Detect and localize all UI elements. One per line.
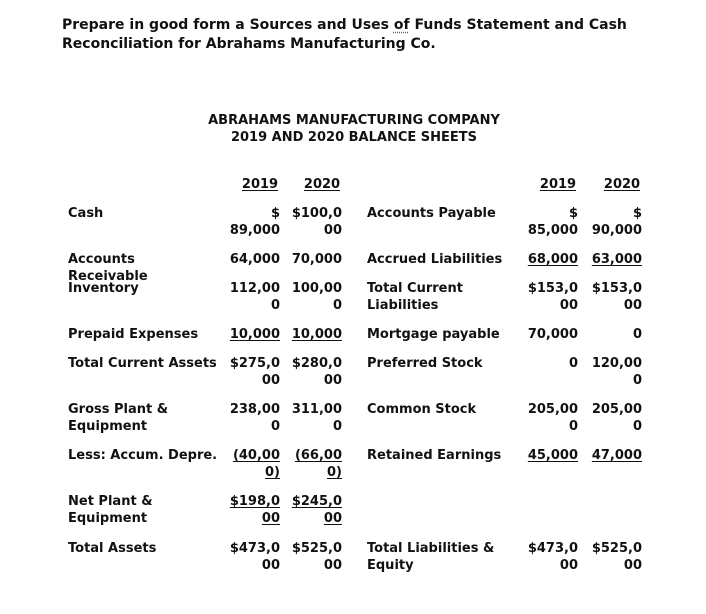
prompt-spellcheck-word: of	[393, 17, 410, 33]
liability-label-common-stock: Common Stock	[367, 402, 477, 417]
prompt-line1-end: Funds Statement and Cash	[409, 17, 627, 33]
asset-ar-2019: 64,000	[229, 252, 280, 267]
liability-mortgage-2019: 70,000	[527, 327, 578, 342]
asset-cash-2020: $100,0 00	[291, 206, 342, 238]
asset-prepaid-2019: 10,000	[229, 327, 280, 342]
asset-inventory-2020: 100,00 0	[291, 281, 342, 313]
liability-accrued-2019: 68,000	[527, 252, 578, 267]
liabilities-year-2020-header: 2020	[603, 177, 641, 192]
asset-label-prepaid-expenses: Prepaid Expenses	[68, 327, 199, 342]
liability-common-2019: 205,00 0	[527, 402, 578, 434]
asset-accum-depre-2020: (66,00 0)	[294, 448, 342, 480]
liability-retained-2019: 45,000	[527, 448, 578, 463]
liability-common-2020: 205,00 0	[591, 402, 642, 434]
liability-label-mortgage: Mortgage payable	[367, 327, 500, 342]
liability-tcl-2020: $153,0 00	[591, 281, 642, 313]
liability-retained-2020: 47,000	[591, 448, 642, 463]
assets-year-2020-header: 2020	[303, 177, 341, 192]
liability-ap-2019: $ 85,000	[527, 206, 578, 238]
company-name: ABRAHAMS MANUFACTURING COMPANY	[208, 113, 500, 128]
asset-label-accounts-receivable: Accounts Receivable	[68, 252, 148, 284]
asset-net-plant-2019: $198,0 00	[229, 494, 280, 526]
asset-prepaid-2020: 10,000	[291, 327, 342, 342]
asset-label-total-current-assets: Total Current Assets	[68, 356, 217, 371]
balance-sheet-heading	[190, 112, 518, 146]
asset-label-accum-depre: Less: Accum. Depre.	[68, 448, 218, 463]
liability-label-total-current: Total Current Liabilities	[367, 281, 463, 313]
liability-tcl-2019: $153,0 00	[527, 281, 578, 313]
asset-total-2020: $525,0 00	[291, 541, 342, 573]
asset-inventory-2019: 112,00 0	[229, 281, 280, 313]
liability-preferred-2019: 0	[568, 356, 578, 371]
prompt-line2: Reconciliation for Abrahams Manufacturing Co.	[62, 36, 436, 52]
asset-cash-2019: $ 89,000	[229, 206, 280, 238]
asset-label-total-assets: Total Assets	[68, 541, 157, 556]
asset-label-inventory: Inventory	[68, 281, 139, 296]
problem-prompt	[62, 16, 662, 54]
assets-year-2019-header: 2019	[241, 177, 279, 192]
prompt-line1-start: Prepare in good form a Sources and Uses	[62, 17, 394, 33]
liability-total-2020: $525,0 00	[591, 541, 642, 573]
liability-label-preferred-stock: Preferred Stock	[367, 356, 483, 371]
liability-ap-2020: $ 90,000	[591, 206, 642, 238]
asset-tca-2019: $275,0 00	[229, 356, 280, 388]
asset-gross-plant-2019: 238,00 0	[229, 402, 280, 434]
liability-label-total-liab-equity: Total Liabilities & Equity	[367, 541, 495, 573]
liability-accrued-2020: 63,000	[591, 252, 642, 267]
asset-label-net-plant: Net Plant & Equipment	[68, 494, 153, 526]
asset-label-gross-plant: Gross Plant & Equipment	[68, 402, 169, 434]
asset-accum-depre-2019: (40,00 0)	[232, 448, 280, 480]
liability-preferred-2020: 120,00 0	[591, 356, 642, 388]
liability-label-retained-earnings: Retained Earnings	[367, 448, 502, 463]
asset-ar-2020: 70,000	[291, 252, 342, 267]
balance-sheet-subtitle: 2019 AND 2020 BALANCE SHEETS	[230, 130, 478, 145]
liabilities-year-2019-header: 2019	[539, 177, 577, 192]
liability-label-accounts-payable: Accounts Payable	[367, 206, 496, 221]
asset-tca-2020: $280,0 00	[291, 356, 342, 388]
asset-net-plant-2020: $245,0 00	[291, 494, 342, 526]
liability-total-2019: $473,0 00	[527, 541, 578, 573]
liability-mortgage-2020: 0	[632, 327, 642, 342]
liability-label-accrued: Accrued Liabilities	[367, 252, 503, 267]
asset-total-2019: $473,0 00	[229, 541, 280, 573]
asset-gross-plant-2020: 311,00 0	[291, 402, 342, 434]
asset-label-cash: Cash	[68, 206, 104, 221]
